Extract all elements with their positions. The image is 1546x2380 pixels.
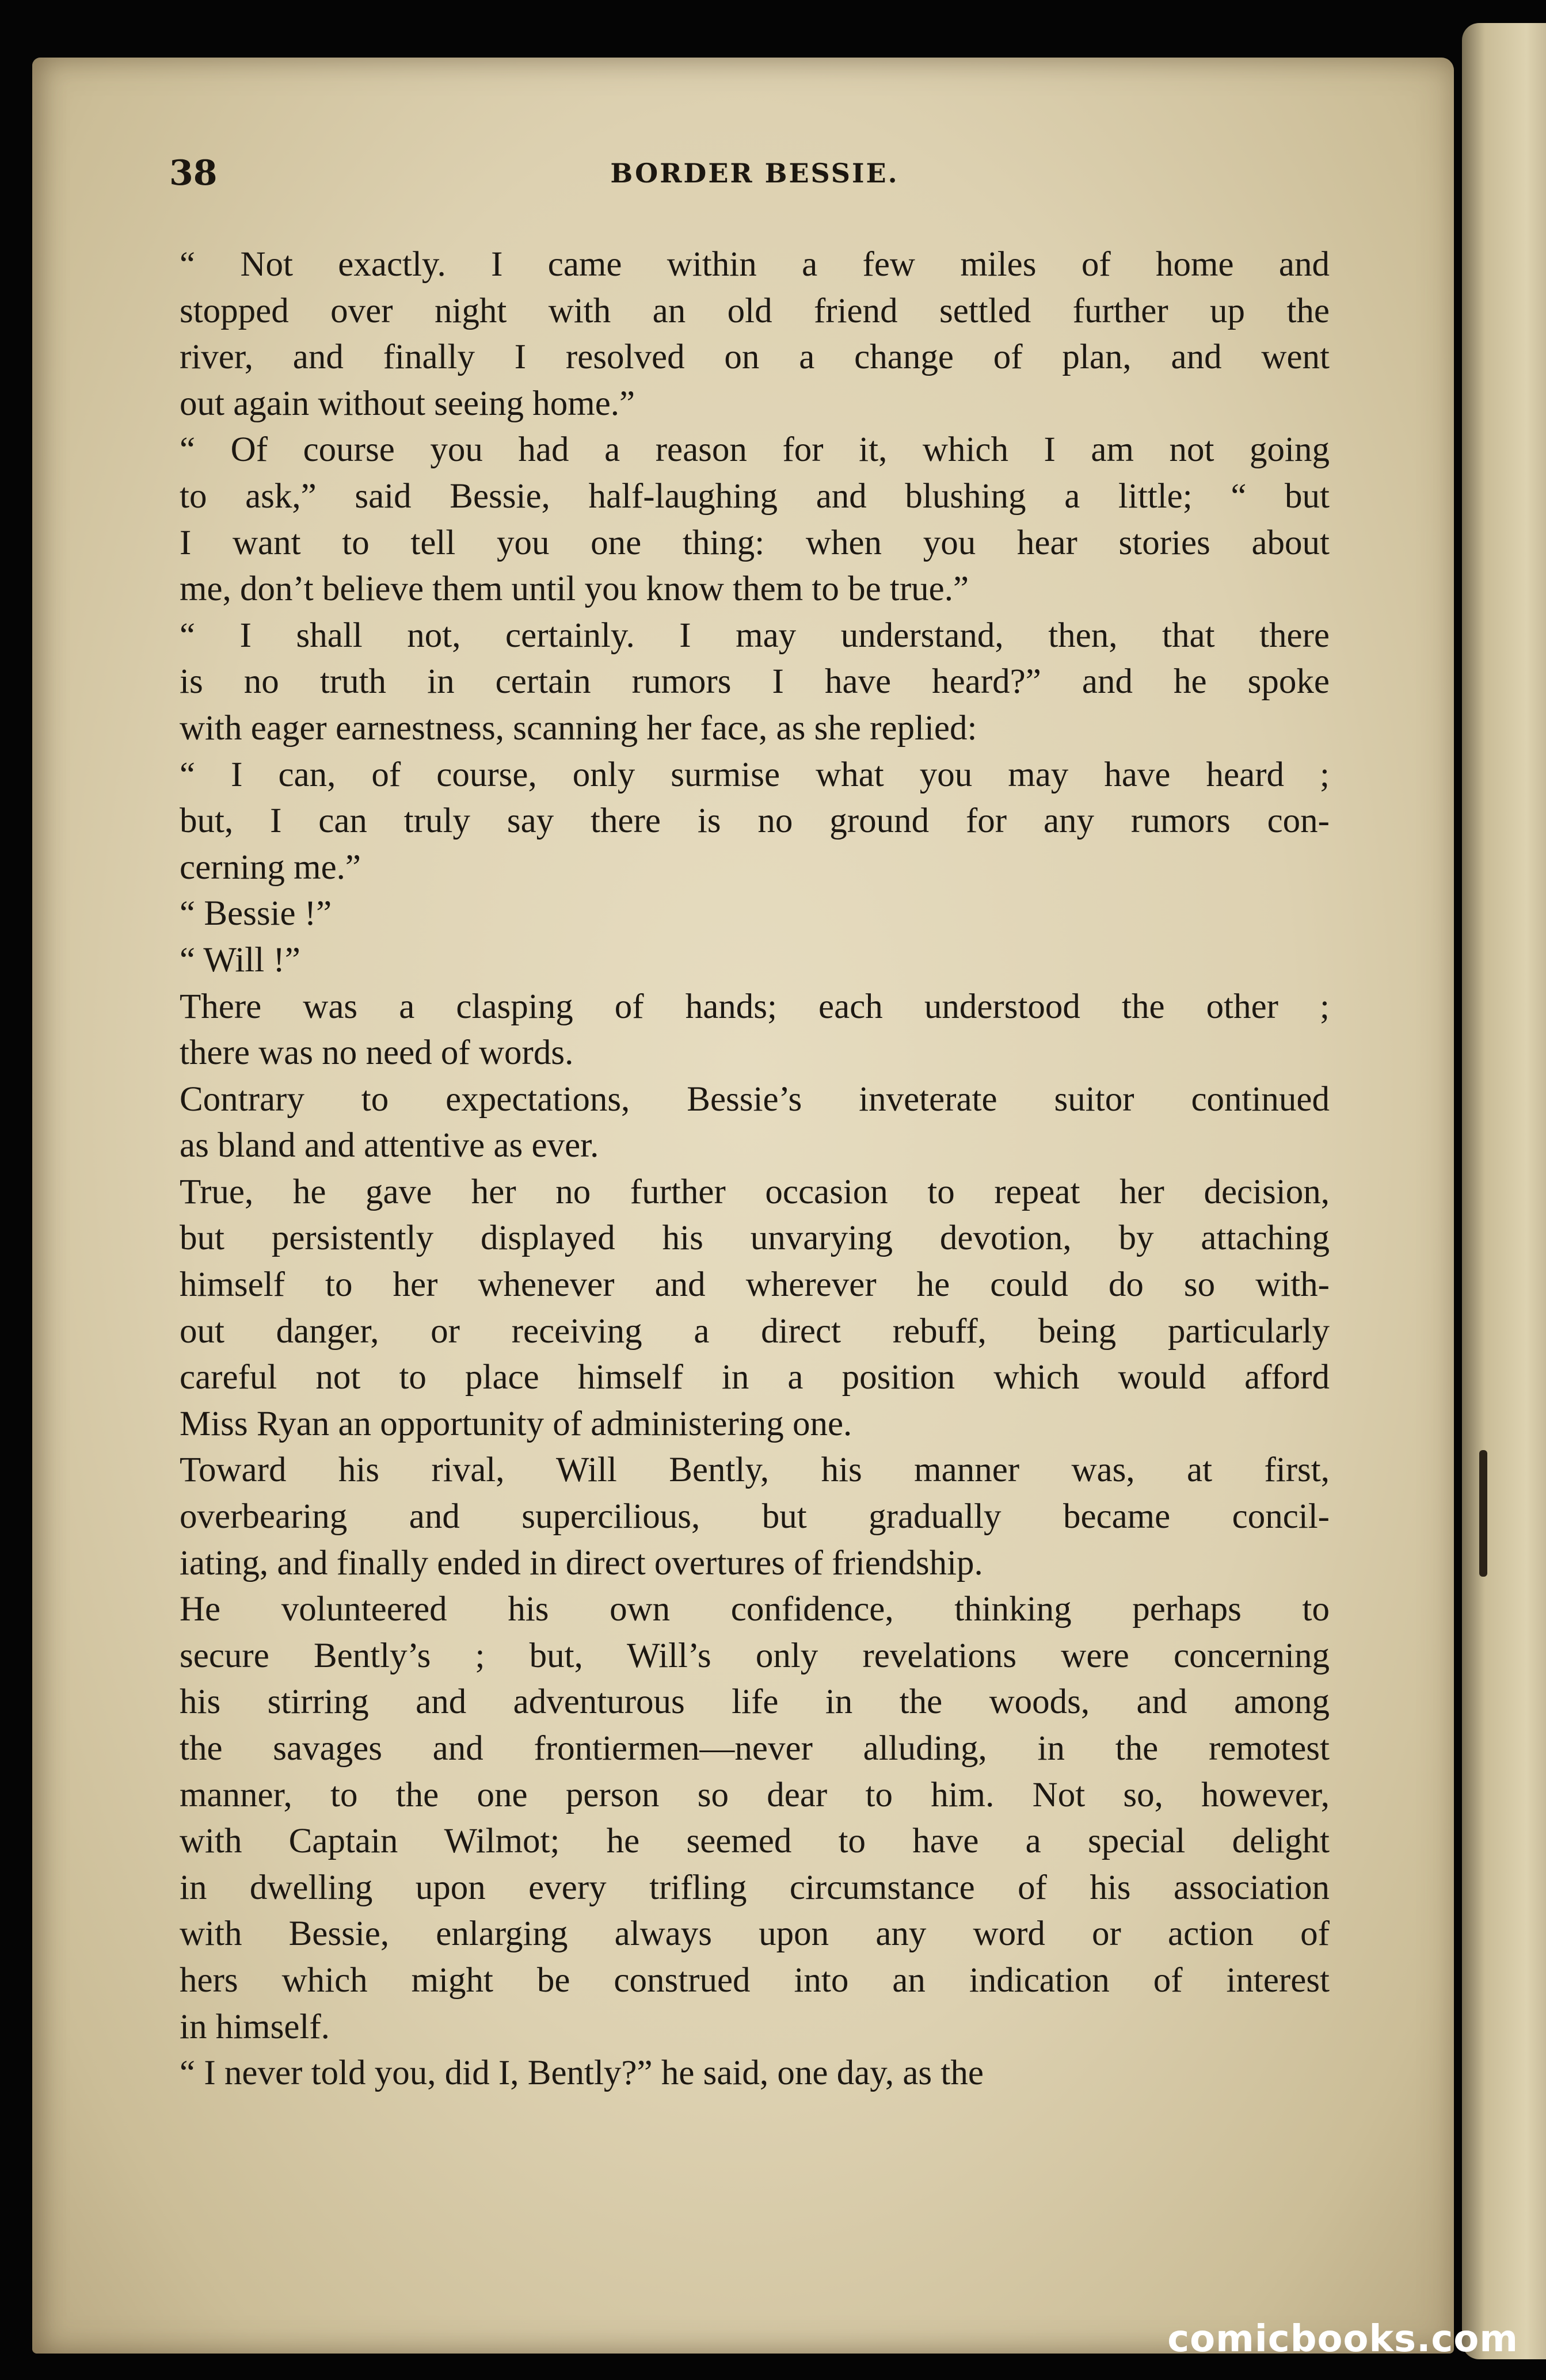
paragraph	[180, 1586, 1330, 2050]
text-line: secure Bently’s ; but, Will’s only revelations were concerning	[180, 1636, 1330, 1675]
text-line: careful not to place himself in a position which would afford	[180, 1358, 1330, 1397]
text-line: to ask,” said Bessie, half-laughing and blushing a little; “ but	[180, 476, 1330, 516]
text-line: the savages and frontiermen—never alluding, in the remotest	[180, 1729, 1330, 1768]
text-line: “ I never told you, did I, Bently?” he said, one day, as the	[180, 2054, 984, 2093]
running-head	[169, 153, 1330, 211]
paragraph	[180, 1077, 1330, 1169]
text-line: “ I can, of course, only surmise what you may have heard ;	[180, 755, 1330, 794]
text-line: out again without seeing home.”	[180, 384, 635, 423]
watermark: comicbooks.com	[1167, 2318, 1518, 2360]
paragraph	[180, 242, 1330, 427]
book-page	[32, 58, 1454, 2354]
text-line: me, don’t believe them until you know them to be true.”	[180, 570, 969, 609]
binding-mark	[1479, 1450, 1487, 1577]
paragraph	[180, 752, 1330, 891]
text-line: his stirring and adventurous life in the woods, and among	[180, 1683, 1330, 1722]
text-line: but, I can truly say there is no ground for any rumors con-	[180, 802, 1330, 841]
text-line: in himself.	[180, 2007, 330, 2046]
facing-page-edge	[1462, 23, 1546, 2359]
text-line: He volunteered his own confidence, thinking perhaps to	[180, 1590, 1330, 1629]
text-line: iating, and finally ended in direct overtures of friendship.	[180, 1543, 983, 1582]
text-line: out danger, or receiving a direct rebuff, being particularly	[180, 1311, 1330, 1351]
paragraph	[180, 1169, 1330, 1448]
text-line: I want to tell you one thing: when you hear stories about	[180, 523, 1330, 562]
text-line: is no truth in certain rumors I have heard?” and he spoke	[180, 662, 1330, 701]
text-line: there was no need of words.	[180, 1033, 574, 1073]
text-line: There was a clasping of hands; each understood the other ;	[180, 987, 1330, 1026]
paragraph	[180, 984, 1330, 1077]
paragraph	[180, 2050, 1330, 2097]
text-line: overbearing and supercilious, but gradually became concil-	[180, 1497, 1330, 1536]
paragraph	[180, 613, 1330, 752]
text-line: manner, to the one person so dear to him. Not so, however,	[180, 1775, 1330, 1814]
text-line: but persistently displayed his unvarying devotion, by attaching	[180, 1219, 1330, 1258]
page-content	[169, 153, 1330, 2097]
text-line: in dwelling upon every trifling circumstance of his association	[180, 1868, 1330, 1907]
text-line: True, he gave her no further occasion to repeat her decision,	[180, 1172, 1330, 1211]
text-line: “ Not exactly. I came within a few miles of home and	[180, 245, 1330, 284]
text-line: stopped over night with an old friend settled further up the	[180, 291, 1330, 330]
text-line: Contrary to expectations, Bessie’s inveterate suitor continued	[180, 1080, 1330, 1119]
paragraph	[180, 427, 1330, 612]
text-line: with Bessie, enlarging always upon any word or action of	[180, 1914, 1330, 1954]
text-line: river, and finally I resolved on a change of plan, and went	[180, 338, 1330, 377]
paragraph	[180, 937, 1330, 984]
page-number: 38	[169, 153, 218, 193]
running-title: BORDER BESSIE.	[610, 158, 899, 189]
text-line: “ Of course you had a reason for it, which I am not going	[180, 430, 1330, 470]
text-line: with Captain Wilmot; he seemed to have a special delight	[180, 1822, 1330, 1861]
text-line: cerning me.”	[180, 848, 361, 887]
text-line: hers which might be construed into an indication of interest	[180, 1961, 1330, 2000]
text-line: Toward his rival, Will Bently, his manner was, at first,	[180, 1451, 1330, 1490]
text-line: himself to her whenever and wherever he could do so with-	[180, 1265, 1330, 1305]
text-line: “ Bessie !”	[180, 894, 332, 933]
text-line: with eager earnestness, scanning her face, as she replied:	[180, 708, 977, 747]
paragraph	[180, 891, 1330, 937]
text-line: Miss Ryan an opportunity of administering one.	[180, 1404, 852, 1443]
text-line: as bland and attentive as ever.	[180, 1126, 599, 1165]
paragraph	[180, 1447, 1330, 1586]
text-line: “ I shall not, certainly. I may understand, then, that there	[180, 616, 1330, 655]
text-line: “ Will !”	[180, 940, 300, 979]
body-text	[180, 242, 1330, 2097]
